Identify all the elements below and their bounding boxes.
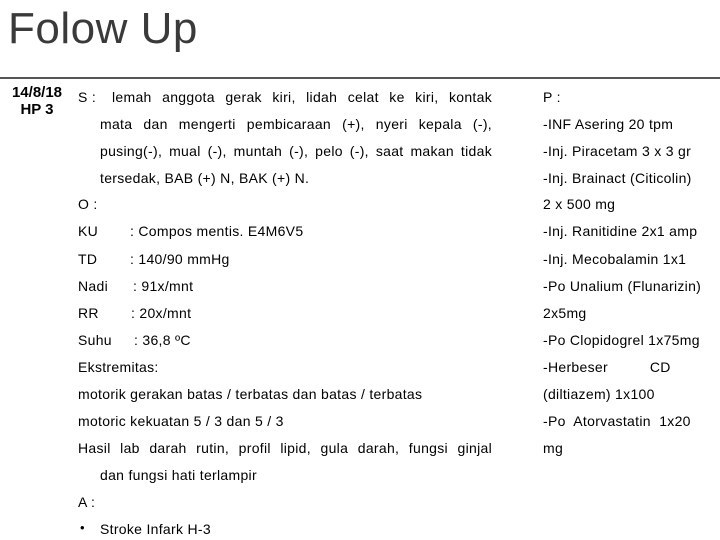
plan-line: -Herbeser CD xyxy=(543,359,671,375)
extremities-line: motorik gerakan batas / terbatas dan batas / terbatas xyxy=(78,386,423,402)
vital-name: Suhu xyxy=(78,332,112,348)
vital-value: : Compos mentis. E4M6V5 xyxy=(130,223,304,239)
subjective-line: pusing(-), mual (-), muntah (-), pelo (-), saat makan tidak xyxy=(100,143,492,159)
plan-line: -Inj. Ranitidine 2x1 amp xyxy=(543,223,698,239)
plan-line: -INF Asering 20 tpm xyxy=(543,116,674,132)
visit-date: 14/8/18 xyxy=(11,84,63,101)
objective-label: O : xyxy=(78,196,98,212)
vital-name: Nadi xyxy=(78,278,108,294)
plan-line: -Inj. Piracetam 3 x 3 gr xyxy=(543,143,692,159)
vital-name: TD xyxy=(78,251,98,267)
subjective-line: lemah anggota gerak kiri, lidah celat ke kiri, kontak xyxy=(112,89,492,105)
subjective-line: mata dan mengerti pembicaraan (+), nyeri kepala (-), xyxy=(100,116,492,132)
page-title: Folow Up xyxy=(8,4,198,53)
vital-value: : 36,8 ºC xyxy=(134,332,191,348)
subjective-line: tersedak, BAB (+) N, BAK (+) N. xyxy=(100,170,310,186)
vital-value: : 91x/mnt xyxy=(133,278,194,294)
vital-name: RR xyxy=(78,305,99,321)
vital-name: KU xyxy=(78,223,99,239)
plan-line: mg xyxy=(543,440,564,456)
plan-line: 2x5mg xyxy=(543,305,587,321)
bullet-icon: • xyxy=(80,520,85,535)
hospital-day: HP 3 xyxy=(20,101,54,118)
lab-line: dan fungsi hati terlampir xyxy=(100,467,257,483)
visit-date-block xyxy=(6,84,68,118)
extremities-label: Ekstremitas: xyxy=(78,359,159,375)
plan-line: -Po Clopidogrel 1x75mg xyxy=(543,332,700,348)
vital-value: : 140/90 mmHg xyxy=(130,251,230,267)
plan-line: 2 x 500 mg xyxy=(543,196,616,212)
plan-label: P : xyxy=(543,89,561,105)
title-divider xyxy=(0,77,720,79)
plan-line: -Po Atorvastatin 1x20 xyxy=(543,413,691,429)
plan-line: -Inj. Brainact (Citicolin) xyxy=(543,170,692,186)
plan-line: -Inj. Mecobalamin 1x1 xyxy=(543,251,687,267)
subjective-label: S : xyxy=(78,89,97,105)
extremities-line: motoric kekuatan 5 / 3 dan 5 / 3 xyxy=(78,413,284,429)
assessment-label: A : xyxy=(78,494,96,510)
lab-line: Hasil lab darah rutin, profil lipid, gula darah, fungsi ginjal xyxy=(78,440,492,456)
assessment-item: Stroke Infark H-3 xyxy=(100,521,211,537)
plan-line: (diltiazem) 1x100 xyxy=(543,386,655,402)
plan-line: -Po Unalium (Flunarizin) xyxy=(543,278,702,294)
vital-value: : 20x/mnt xyxy=(131,305,192,321)
